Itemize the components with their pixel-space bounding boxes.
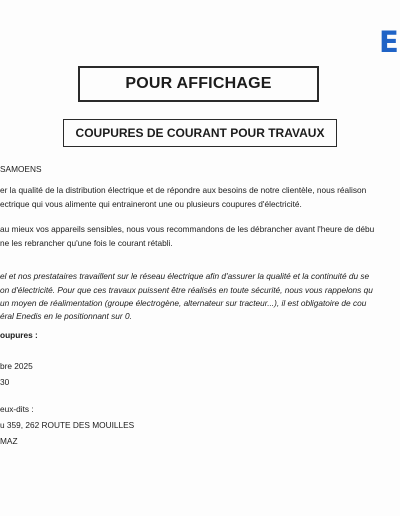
cuts-heading: oupures : [0,330,38,340]
intro-line-2: ectrique qui vous alimente qui entraineront une ou plusieurs coupures d'électricité. [0,199,302,209]
safety-line-4: éral Enedis en le positionnant sur 0. [0,311,132,321]
recipient-commune: SAMOENS [0,164,42,174]
address-line: u 359, 262 ROUTE DES MOUILLES [0,420,135,430]
posting-label: POUR AFFICHAGE [125,75,272,92]
document-title: COUPURES DE COURANT POUR TRAVAUX [75,126,325,140]
places-heading: eux-dits : [0,404,34,414]
safety-line-2: on d'électricité. Pour que ces travaux puissent être réalisés en toute sécurité, nous vous rappelons qu [0,285,373,295]
intro-line-1: er la qualité de la distribution électrique et de répondre aux besoins de notre clientèle, nous réalison [0,185,367,195]
safety-line-1: el et nos prestataires travaillent sur le réseau électrique afin d'assurer la qualité et la continuité du se [0,271,370,281]
advice-line-2: ne les rebrancher qu'une fois le courant rétabli. [0,238,173,248]
locality-line: MAZ [0,436,18,446]
posting-label-box [78,66,319,102]
safety-line-3: un moyen de réalimentation (groupe électrogène, alternateur sur tracteur...), il est obligatoire de cou [0,298,367,308]
advice-line-1: au mieux vos appareils sensibles, nous vous recommandons de les débrancher avant l'heure de débu [0,224,375,234]
enedis-logo: E [379,25,399,59]
document-title-box [63,119,337,147]
cut-time: 30 [0,377,10,387]
cut-date: bre 2025 [0,361,33,371]
